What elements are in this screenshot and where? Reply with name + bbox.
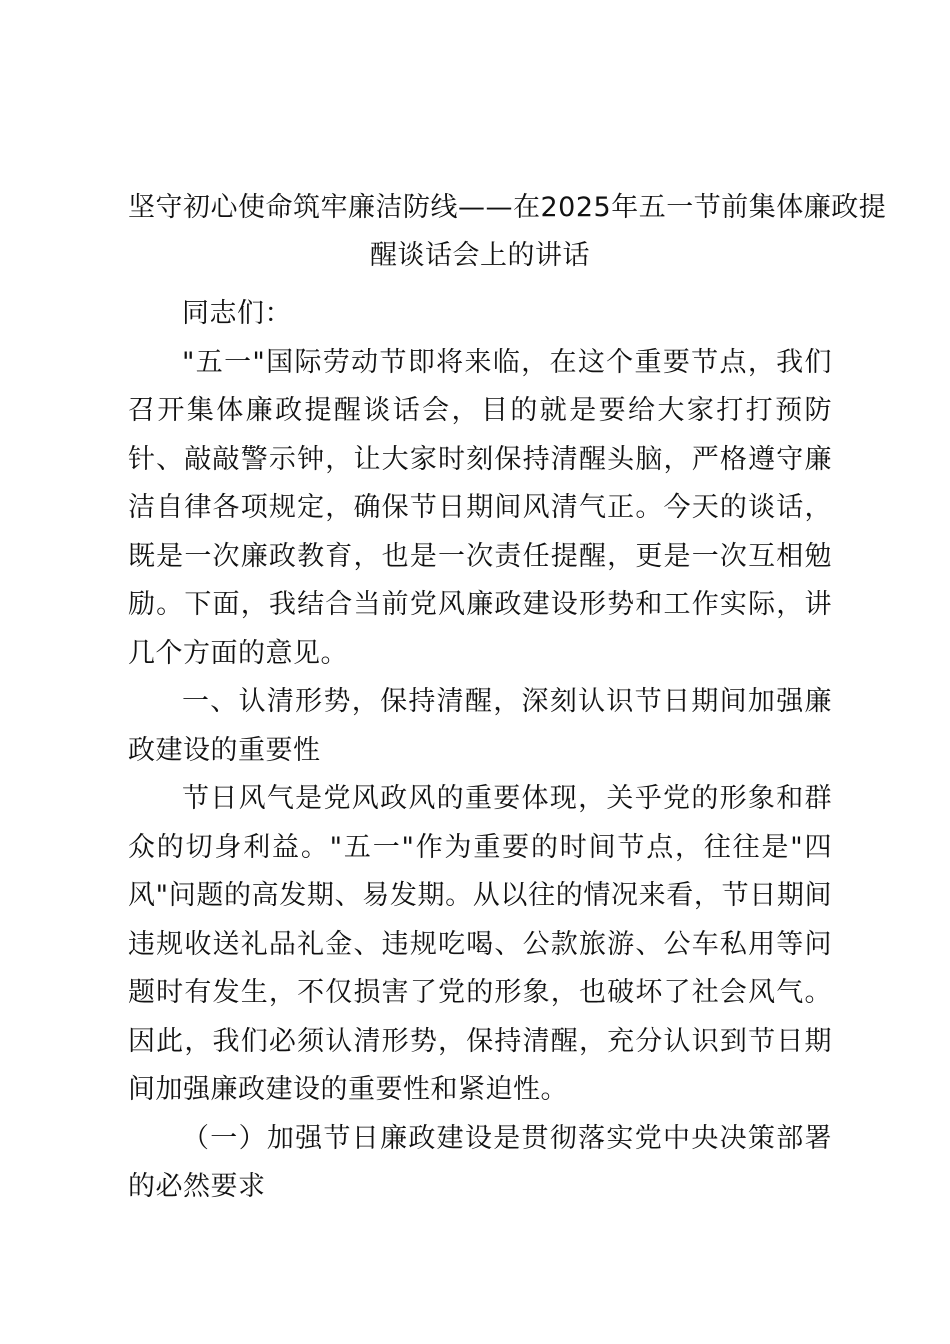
- salutation: 同志们：: [182, 298, 292, 329]
- title-line-1: 坚守初心使命筑牢廉洁防线——在2025年五一节前集体廉政提: [128, 192, 887, 223]
- title-line-2: 醒谈话会上的讲话: [370, 240, 590, 271]
- paragraph-intro: "五一"国际劳动节即将来临，在这个重要节点，我们召开集体廉政提醒谈话会，目的就是要给大家打打预防针、敲敲警示钟，让大家时刻保持清醒头脑，严格遵守廉洁自律各项规定，确保节日期间风清气正。今天的谈话，既是一次廉政教育，也是一次责任提醒，更是一次互相勉励。下面，我结合当前党风廉政建设形势和工作实际，讲几个方面的意见。: [128, 346, 832, 669]
- document-title: [128, 184, 887, 280]
- paragraph-section-1: 节日风气是党风政风的重要体现，关乎党的形象和群众的切身利益。"五一"作为重要的时间节点，往往是"四风"问题的高发期、易发期。从以往的情况来看，节日期间违规收送礼品礼金、违规吃喝、公款旅游、公车私用等问题时有发生，不仅损害了党的形象，也破坏了社会风气。因此，我们必须认清形势，保持清醒，充分认识到节日期间加强廉政建设的重要性和紧迫性。: [128, 783, 832, 1105]
- document-body: [128, 184, 887, 1212]
- heading-section-1: 一、认清形势，保持清醒，深刻认识节日期间加强廉政建设的重要性: [128, 686, 832, 766]
- subheading-1: （一）加强节日廉政建设是贯彻落实党中央决策部署的必然要求: [128, 1122, 832, 1202]
